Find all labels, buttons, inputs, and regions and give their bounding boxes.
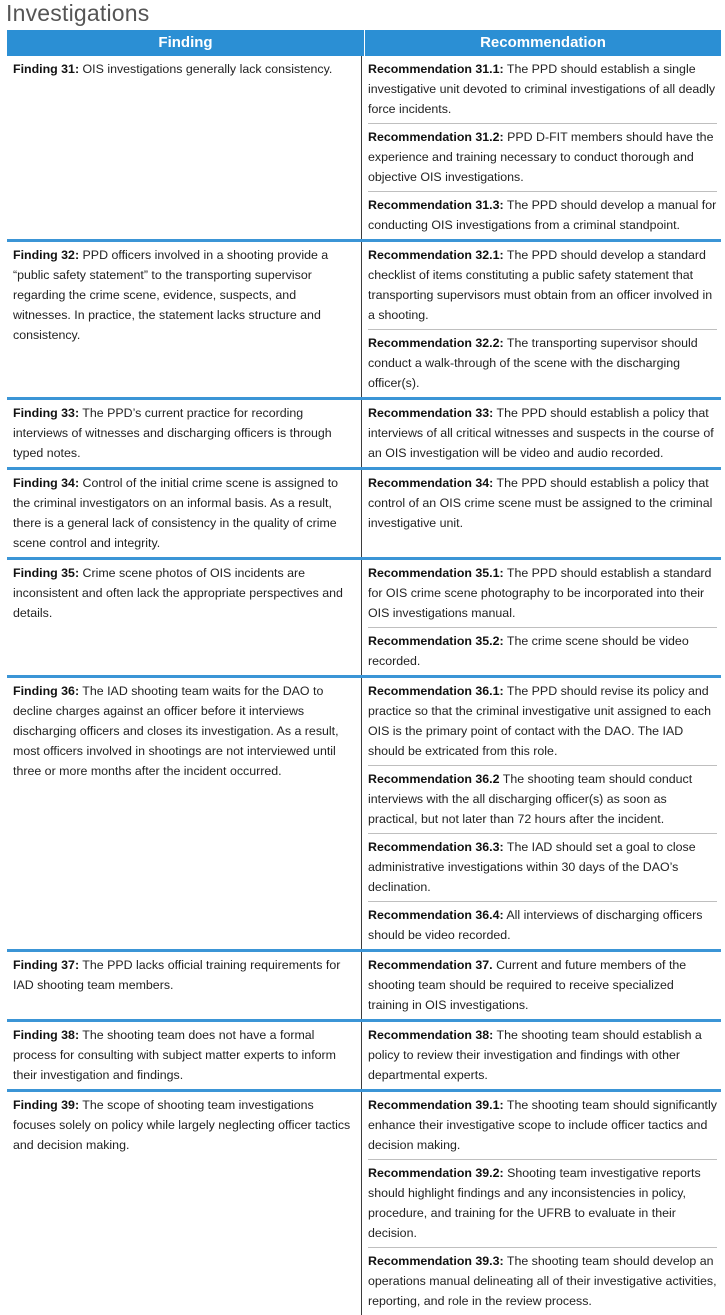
recommendation-label: Recommendation 32.2: xyxy=(368,336,504,350)
table-header xyxy=(7,30,721,56)
recommendation-label: Recommendation 37. xyxy=(368,958,493,972)
finding-text: The PPD lacks official training requirements for IAD shooting team members. xyxy=(13,958,341,992)
recommendation-text: The PPD should develop a manual for conducting OIS investigations from a criminal standpoint. xyxy=(368,198,717,232)
recommendation-label: Recommendation 39.2: xyxy=(368,1166,504,1180)
table-row xyxy=(7,397,721,467)
recommendation-label: Recommendation 36.4: xyxy=(368,908,504,922)
recommendation-label: Recommendation 34: xyxy=(368,476,494,490)
finding-label: Finding 35: xyxy=(13,566,80,580)
recommendation-cell xyxy=(362,242,721,397)
recommendation-text: The PPD should develop a standard checklist of items constituting a public safety statement that transporting supervisors must obtain from an officer involved in a shooting. xyxy=(368,248,713,322)
recommendation-item xyxy=(368,470,717,537)
recommendation-item xyxy=(368,902,717,949)
recommendation-label: Recommendation 35.2: xyxy=(368,634,504,648)
finding-cell xyxy=(7,242,362,397)
recommendation-label: Recommendation 39.1: xyxy=(368,1098,504,1112)
finding-text: OIS investigations generally lack consistency. xyxy=(79,62,333,76)
recommendation-item xyxy=(368,242,717,330)
recommendation-cell xyxy=(362,1092,721,1315)
recommendation-item xyxy=(368,330,717,397)
finding-cell xyxy=(7,952,362,1019)
recommendation-cell xyxy=(362,56,721,239)
recommendation-label: Recommendation 32.1: xyxy=(368,248,504,262)
recommendation-text: The transporting supervisor should conduct a walk-through of the scene with the discharging officer(s). xyxy=(368,336,698,390)
table-row xyxy=(7,557,721,675)
table-row xyxy=(7,949,721,1019)
table-row xyxy=(7,56,721,239)
recommendation-item xyxy=(368,56,717,124)
finding-text: Crime scene photos of OIS incidents are inconsistent and often lack the appropriate perspectives and details. xyxy=(13,566,343,620)
finding-cell xyxy=(7,400,362,467)
recommendation-item xyxy=(368,192,717,239)
findings-table xyxy=(7,30,721,1315)
recommendation-text: Current and future members of the shooting team should be required to receive specialized training in OIS investigations. xyxy=(368,958,687,1012)
recommendation-text: The shooting team should conduct interviews with the all discharging officer(s) as soon as practical, but not later than 72 hours after the incident. xyxy=(368,772,693,826)
finding-text: Control of the initial crime scene is assigned to the criminal investigators on an informal basis. As a result, there is a general lack of consistency in the quality of crime scene control and integrity. xyxy=(13,476,339,550)
recommendation-text: All interviews of discharging officers should be video recorded. xyxy=(368,908,703,942)
recommendation-cell xyxy=(362,560,721,675)
table-row xyxy=(7,467,721,557)
recommendation-cell xyxy=(362,470,721,557)
recommendation-label: Recommendation 35.1: xyxy=(368,566,504,580)
recommendation-item xyxy=(368,834,717,902)
page-title: Investigations xyxy=(6,0,150,26)
recommendation-text: PPD D-FIT members should have the experience and training necessary to conduct thorough and objective OIS investigations. xyxy=(368,130,714,184)
recommendation-cell xyxy=(362,1022,721,1089)
finding-text: The scope of shooting team investigations focuses solely on policy while largely neglecting officer tactics and decision making. xyxy=(13,1098,351,1152)
recommendation-text: Shooting team investigative reports should highlight findings and any inconsistencies in policy, procedure, and training for the UFRB to evaluate in their decision. xyxy=(368,1166,701,1240)
recommendation-item xyxy=(368,124,717,192)
recommendation-item xyxy=(368,1248,717,1315)
recommendation-label: Recommendation 38: xyxy=(368,1028,494,1042)
finding-label: Finding 38: xyxy=(13,1028,80,1042)
recommendation-cell xyxy=(362,400,721,467)
finding-label: Finding 31: xyxy=(13,62,80,76)
recommendation-item xyxy=(368,766,717,834)
recommendation-text: The PPD should establish a policy that control of an OIS crime scene must be assigned to the criminal investigative unit. xyxy=(368,476,713,530)
recommendation-column-header: Recommendation xyxy=(480,34,606,51)
table-body xyxy=(7,56,721,1315)
finding-cell xyxy=(7,560,362,675)
table-row xyxy=(7,239,721,397)
recommendation-item xyxy=(368,678,717,766)
recommendation-text: The PPD should establish a standard for OIS crime scene photography to be incorporated into their OIS investigations manual. xyxy=(368,566,712,620)
finding-cell xyxy=(7,1022,362,1089)
finding-label: Finding 33: xyxy=(13,406,80,420)
recommendation-label: Recommendation 33: xyxy=(368,406,494,420)
recommendation-text: The crime scene should be video recorded. xyxy=(368,634,689,668)
recommendation-item xyxy=(368,628,717,675)
recommendation-text: The IAD should set a goal to close administrative investigations within 30 days of the DAO’s declination. xyxy=(368,840,696,894)
finding-cell xyxy=(7,1092,362,1315)
recommendation-item xyxy=(368,560,717,628)
finding-label: Finding 32: xyxy=(13,248,80,262)
recommendation-text: The PPD should establish a policy that interviews of all critical witnesses and suspects in the course of an OIS investigation will be video and audio recorded. xyxy=(368,406,714,460)
recommendation-item xyxy=(368,1160,717,1248)
recommendation-label: Recommendation 36.3: xyxy=(368,840,504,854)
recommendation-text: The shooting team should establish a policy to review their investigation and findings with other departmental experts. xyxy=(368,1028,702,1082)
finding-label: Finding 39: xyxy=(13,1098,80,1112)
recommendation-item xyxy=(368,1022,717,1089)
finding-cell xyxy=(7,678,362,949)
table-row xyxy=(7,675,721,949)
recommendation-cell xyxy=(362,678,721,949)
recommendation-text: The PPD should establish a single investigative unit devoted to criminal investigations of all deadly force incidents. xyxy=(368,62,716,116)
recommendation-text: The shooting team should develop an operations manual delineating all of their investigative activities, reporting, and role in the review process. xyxy=(368,1254,717,1308)
finding-text: The IAD shooting team waits for the DAO to decline charges against an officer before it interviews discharging officers and closes its investigation. As a result, most officers involved in shootings are not interviewed until three or more months after the incident occurred. xyxy=(13,684,339,778)
recommendation-item xyxy=(368,952,717,1019)
recommendation-label: Recommendation 39.3: xyxy=(368,1254,504,1268)
finding-cell xyxy=(7,56,362,239)
table-row xyxy=(7,1019,721,1089)
recommendation-label: Recommendation 31.3: xyxy=(368,198,504,212)
recommendation-label: Recommendation 36.2 xyxy=(368,772,500,786)
table-row xyxy=(7,1089,721,1315)
finding-text: PPD officers involved in a shooting provide a “public safety statement” to the transporting supervisor regarding the crime scene, evidence, suspects, and witnesses. In practice, the statement lacks structure and consistency. xyxy=(13,248,329,342)
recommendation-text: The shooting team should significantly enhance their investigative scope to include officer tactics and decision making. xyxy=(368,1098,717,1152)
finding-text: The shooting team does not have a formal process for consulting with subject matter experts to inform their investigation and findings. xyxy=(13,1028,336,1082)
recommendation-item xyxy=(368,400,717,467)
recommendation-cell xyxy=(362,952,721,1019)
recommendation-label: Recommendation 31.2: xyxy=(368,130,504,144)
finding-label: Finding 37: xyxy=(13,958,80,972)
finding-column-header: Finding xyxy=(7,30,365,56)
recommendation-label: Recommendation 31.1: xyxy=(368,62,504,76)
recommendation-label: Recommendation 36.1: xyxy=(368,684,504,698)
recommendation-item xyxy=(368,1092,717,1160)
finding-text: The PPD’s current practice for recording interviews of witnesses and discharging officers is through typed notes. xyxy=(13,406,332,460)
recommendation-text: The PPD should revise its policy and practice so that the criminal investigative unit assigned to each OIS is the primary point of contact with the DAO. The IAD should be extricated from this role. xyxy=(368,684,711,758)
finding-cell xyxy=(7,470,362,557)
finding-label: Finding 36: xyxy=(13,684,80,698)
finding-label: Finding 34: xyxy=(13,476,80,490)
